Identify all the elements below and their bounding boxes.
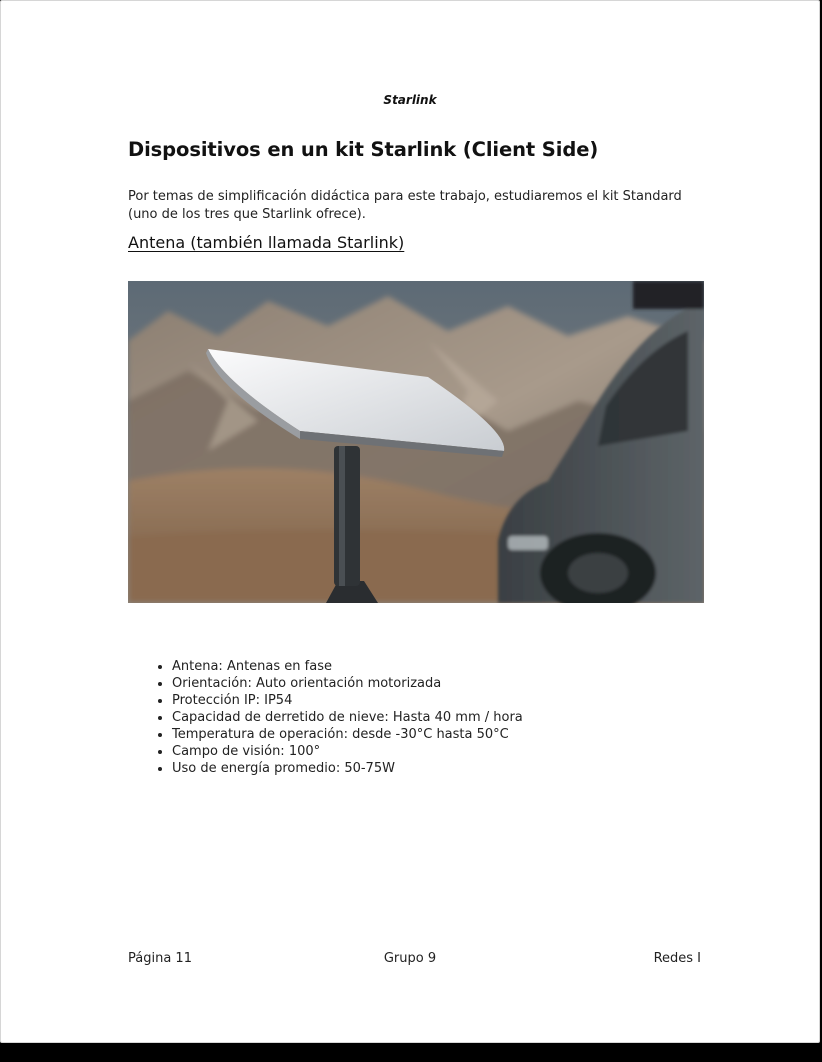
footer-course: Redes I [653,951,701,966]
specs-list [128,658,523,777]
section-heading: Antena (también llamada Starlink) [128,233,405,252]
starlink-antenna-photo [128,281,704,603]
list-item: • Protección IP: IP54 [172,692,523,709]
list-item: • Uso de energía promedio: 50-75W [172,760,523,777]
list-item: • Capacidad de derretido de nieve: Hasta 40 mm / hora [172,709,523,726]
list-item: • Orientación: Auto orientación motorizada [172,675,523,692]
list-item: • Temperatura de operación: desde -30°C hasta 50°C [172,726,523,743]
main-heading: Dispositivos en un kit Starlink (Client Side) [128,138,599,161]
list-item: • Campo de visión: 100° [172,743,523,760]
footer-page-number: Página 11 [128,951,192,966]
footer-group: Grupo 9 [383,951,437,966]
list-item: • Antena: Antenas en fase [172,658,523,675]
page-header-title: Starlink [383,93,437,107]
intro-paragraph: Por temas de simplificación didáctica para este trabajo, estudiaremos el kit Standard (uno de los tres que Starlink ofrece). [128,189,682,222]
